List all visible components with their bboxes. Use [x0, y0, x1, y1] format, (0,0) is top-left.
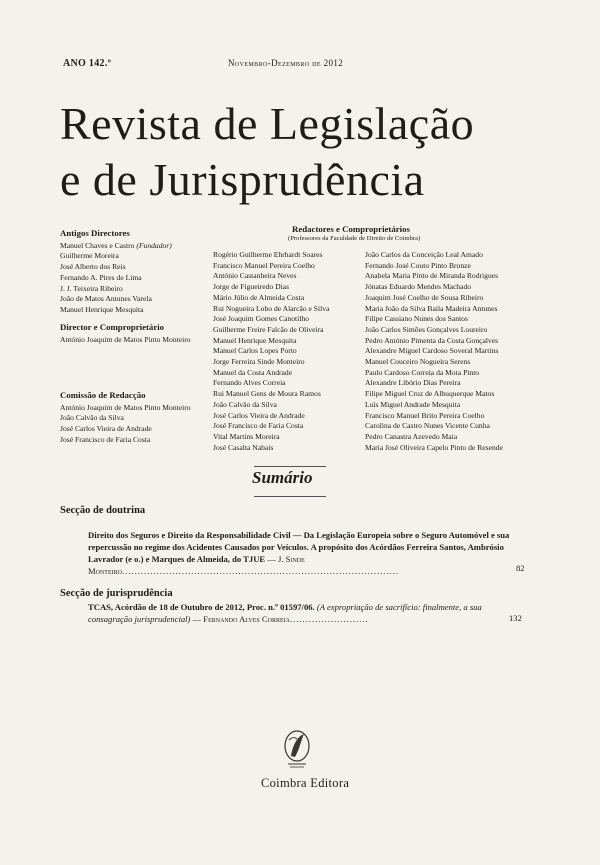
list-item: Filipe Miguel Cruz de Albuquerque Matos — [365, 389, 495, 399]
list-item: Carolina de Castro Nunes Vicente Cunha — [365, 421, 490, 431]
case-law-section-heading: Secção de jurisprudência — [60, 588, 173, 599]
summary-heading: Sumário — [252, 468, 313, 487]
toc-entry-separator: — — [190, 614, 204, 624]
toc-entry-title: TCAS, Acórdão de 18 de Outubro de 2012, Proc. n.º 01597/06. — [88, 602, 315, 612]
journal-title-line-2: e de Jurisprudência — [60, 154, 425, 205]
publisher-name: Coimbra Editora — [261, 776, 350, 790]
toc-entry-author: J. Sinde Monteiro — [88, 554, 305, 576]
list-item: Filipe Cassiano Nunes dos Santos — [365, 314, 468, 324]
editors-header — [288, 224, 421, 242]
founder-role: (Fundador) — [136, 240, 172, 250]
list-item: José Casalta Nabais — [213, 442, 274, 452]
journal-title — [60, 96, 580, 208]
toc-leader-dots: ........................................................................................ — [121, 566, 400, 576]
list-item: Manuel Henrique Mesquita — [60, 304, 144, 314]
list-item: Jorge de Figueiredo Dias — [213, 282, 289, 292]
journal-title-line-1: Revista de Legislação — [60, 98, 475, 149]
coimbra-editora-logo-icon — [280, 726, 314, 772]
list-item: Jorge Ferreira Sinde Monteiro — [213, 357, 305, 367]
list-item: Francisco Manuel Pereira Coelho — [213, 260, 315, 270]
list-item: João Carlos da Conceição Leal Amado — [365, 250, 483, 259]
list-item: Maria José Oliveira Capelo Pinto de Resende — [365, 442, 503, 452]
editorial-committee-heading: Comissão de Redacção — [60, 390, 146, 400]
toc-leader-dots: ......................... — [289, 614, 369, 624]
issue-header — [0, 58, 600, 78]
list-item: Rui Manuel Gens de Moura Ramos — [213, 389, 321, 399]
list-item: José Francisco de Faria Costa — [213, 421, 304, 431]
list-item: Luís Miguel Andrade Mesquita — [365, 399, 461, 409]
list-item: João Carlos Simões Gonçalves Loureiro — [365, 324, 488, 334]
list-item: António Castanheira Neves — [213, 271, 297, 281]
editors-list-col-1 — [213, 250, 373, 453]
volume-year: ANO 142.º — [63, 58, 112, 69]
list-item: Vital Martins Moreira — [213, 431, 280, 441]
toc-entry-subtitle: (A expropriação de sacrifício: finalmente, a sua consagração jurisprudencial) — [88, 602, 482, 624]
director-heading: Director e Comproprietário — [60, 322, 165, 332]
list-item: Manuel da Costa Andrade — [213, 367, 293, 377]
director-block — [60, 322, 210, 345]
founder-name: Manuel Chaves e Castro — [60, 240, 135, 250]
founder-line — [60, 241, 210, 252]
list-item: Anabela Maria Pinto de Miranda Rodrigues — [365, 271, 499, 281]
toc-entry-case-law[interactable] — [88, 601, 528, 625]
list-item: Pedro Canastra Azevedo Maia — [365, 431, 458, 441]
list-item: José Carlos Vieira de Andrade — [213, 410, 305, 420]
list-item: J. J. Teixeira Ribeiro — [60, 283, 123, 293]
issue-date: Novembro-Dezembro de 2012 — [228, 58, 344, 68]
list-item: Francisco Manuel Brito Pereira Coelho — [365, 410, 485, 420]
list-item: Fernando José Couto Pinto Bronze — [365, 260, 471, 270]
list-item: João Calvão da Silva — [213, 399, 277, 409]
toc-entry-doctrine[interactable] — [88, 529, 528, 577]
summary-rule-top — [254, 466, 326, 467]
toc-entry-separator: — — [265, 554, 279, 564]
list-item: Paulo Cardoso Correia da Mota Pinto — [365, 367, 480, 377]
editors-heading: Redactores e Comproprietários — [292, 224, 410, 234]
list-item: Pedro António Pimenta da Costa Gonçalves — [365, 335, 499, 345]
list-item: Fernando A. Pires de Lima — [60, 272, 142, 282]
list-item: Joaquim José Coelho de Sousa Ribeiro — [365, 292, 484, 302]
doctrine-section-heading: Secção de doutrina — [60, 505, 146, 516]
list-item: Guilherme Freire Falcão de Oliveira — [213, 324, 324, 334]
list-item: António Joaquim de Matos Pinto Monteiro — [60, 402, 191, 412]
former-directors — [60, 228, 210, 316]
list-item: Guilherme Moreira — [60, 251, 119, 261]
list-item: Mário Júlio de Almeida Costa — [213, 292, 305, 302]
list-item: José Francisco de Faria Costa — [60, 434, 151, 444]
list-item: José Joaquim Gomes Canotilho — [213, 314, 309, 324]
toc-page-number: 132 — [509, 613, 522, 623]
director-name: António Joaquim de Matos Pinto Monteiro — [60, 334, 191, 344]
list-item: Fernando Alves Correia — [213, 378, 286, 388]
list-item: João de Matos Antunes Varela — [60, 294, 152, 304]
toc-entry-title: Direito dos Seguros e Direito da Responsabilidade Civil — Da Legislação Europeia sobre o Seguro Automóvel e sua repercussão no regime dos Acidentes Causados por Veículos. A propósito dos Acórdãos Ferreira Santos, Ambrósio Lavrador (e o.) e Marques de Almeida, do TJUE — [88, 530, 510, 564]
toc-entry-author: Fernando Alves Correia — [203, 614, 290, 624]
list-item: José Alberto dos Reis — [60, 262, 126, 272]
editorial-committee — [60, 390, 210, 446]
former-directors-heading: Antigos Directores — [60, 228, 130, 238]
editors-list-col-2 — [365, 250, 525, 453]
list-item: Rogério Guilherme Ehrhardt Soares — [213, 250, 323, 259]
list-item: Manuel Carlos Lopes Porto — [213, 346, 297, 356]
list-item: Manuel Couceiro Nogueira Serens — [365, 357, 471, 367]
list-item: João Calvão da Silva — [60, 413, 124, 423]
list-item: Alexandre Libório Dias Pereira — [365, 378, 461, 388]
list-item: Rui Nogueira Lobo de Alarcão e Silva — [213, 303, 330, 313]
toc-page-number: 82 — [516, 563, 525, 573]
list-item: Manuel Henrique Mesquita — [213, 335, 297, 345]
editors-subtitle: (Professores da Faculdade de Direito de Coimbra) — [288, 235, 421, 242]
summary-rule-bottom — [254, 496, 326, 497]
list-item: José Carlos Vieira de Andrade — [60, 424, 152, 434]
list-item: Alexandre Miguel Cardoso Soveral Martins — [365, 346, 499, 356]
list-item: Jónatas Eduardo Mendes Machado — [365, 282, 472, 292]
list-item: Maria João da Silva Baila Madeira Antunes — [365, 303, 498, 313]
